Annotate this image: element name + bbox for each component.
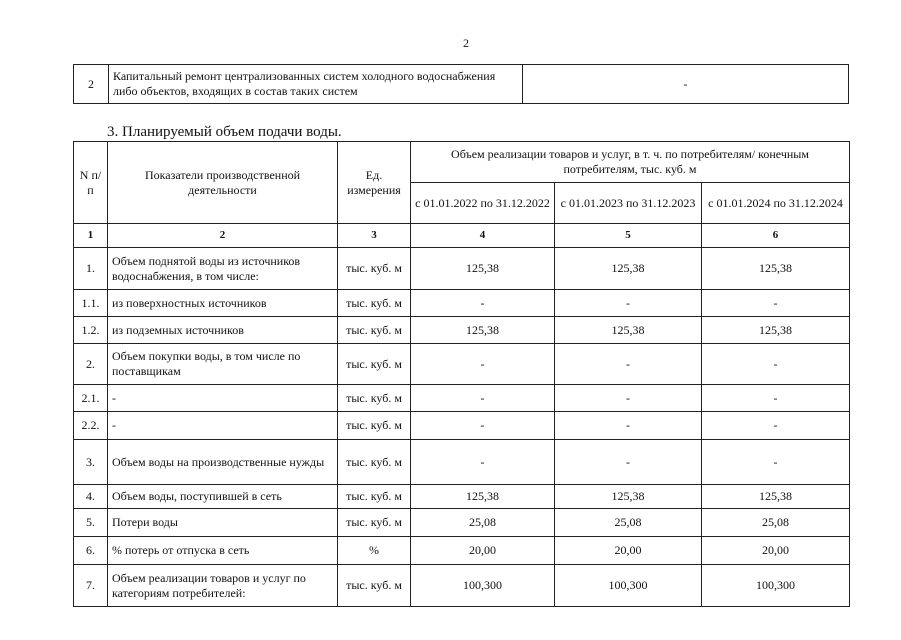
- row-unit: тыс. куб. м: [338, 344, 411, 385]
- row-unit: тыс. куб. м: [338, 248, 411, 290]
- table-row: [74, 537, 850, 565]
- row-description: Капитальный ремонт централизованных систем холодного водоснабжения либо объектов, входящих в состав таких систем: [109, 65, 523, 104]
- value-2024: -: [702, 344, 850, 385]
- row-unit: тыс. куб. м: [338, 485, 411, 509]
- index-cell: 6: [702, 224, 850, 248]
- row-unit: тыс. куб. м: [338, 317, 411, 344]
- row-number: 2.1.: [74, 385, 108, 412]
- row-indicator: Объем воды, поступившей в сеть: [108, 485, 338, 509]
- row-number: 3.: [74, 440, 108, 485]
- row-unit: тыс. куб. м: [338, 290, 411, 317]
- value-2023: 20,00: [555, 537, 702, 565]
- value-2023: -: [555, 385, 702, 412]
- index-cell: 1: [74, 224, 108, 248]
- table-row: [74, 485, 850, 509]
- table-row: [74, 344, 850, 385]
- value-2022: 125,38: [411, 248, 555, 290]
- value-2023: 25,08: [555, 509, 702, 537]
- period-2024: с 01.01.2024 по 31.12.2024: [702, 183, 850, 224]
- row-indicator: Объем воды на производственные нужды: [108, 440, 338, 485]
- table-row: [74, 290, 850, 317]
- value-2023: -: [555, 290, 702, 317]
- row-number: 4.: [74, 485, 108, 509]
- table-row: [74, 317, 850, 344]
- value-2022: 100,300: [411, 565, 555, 607]
- row-unit: тыс. куб. м: [338, 509, 411, 537]
- table-row: [74, 440, 850, 485]
- row-indicator: % потерь от отпуска в сеть: [108, 537, 338, 565]
- value-2022: -: [411, 412, 555, 440]
- value-2022: -: [411, 344, 555, 385]
- row-unit: тыс. куб. м: [338, 385, 411, 412]
- value-2024: 125,38: [702, 485, 850, 509]
- table-row: [74, 248, 850, 290]
- value-2022: -: [411, 440, 555, 485]
- index-cell: 3: [338, 224, 411, 248]
- value-2022: 20,00: [411, 537, 555, 565]
- table-row: [74, 565, 850, 607]
- value-2024: 125,38: [702, 248, 850, 290]
- value-2024: 100,300: [702, 565, 850, 607]
- page-number: 2: [463, 36, 469, 50]
- value-2023: 125,38: [555, 317, 702, 344]
- value-2023: 125,38: [555, 248, 702, 290]
- value-2022: 25,08: [411, 509, 555, 537]
- row-indicator: из поверхностных источников: [108, 290, 338, 317]
- value-2022: -: [411, 290, 555, 317]
- index-cell: 2: [108, 224, 338, 248]
- row-indicator: Объем поднятой воды из источников водоснабжения, в том числе:: [108, 248, 338, 290]
- value-2023: 100,300: [555, 565, 702, 607]
- value-2024: 125,38: [702, 317, 850, 344]
- header-unit: Ед. измерения: [338, 142, 411, 224]
- value-2024: 20,00: [702, 537, 850, 565]
- row-indicator: Объем покупки воды, в том числе по поставщикам: [108, 344, 338, 385]
- header-volume: Объем реализации товаров и услуг, в т. ч. по потребителям/ конечным потребителям, тыс. куб. м: [411, 142, 850, 183]
- value-2023: -: [555, 344, 702, 385]
- value-2024: -: [702, 440, 850, 485]
- row-indicator: из подземных источников: [108, 317, 338, 344]
- row-number: 1.2.: [74, 317, 108, 344]
- row-number: 7.: [74, 565, 108, 607]
- row-indicator: -: [108, 385, 338, 412]
- value-2023: -: [555, 412, 702, 440]
- index-cell: 4: [411, 224, 555, 248]
- value-2023: -: [555, 440, 702, 485]
- row-indicator: Потери воды: [108, 509, 338, 537]
- row-unit: тыс. куб. м: [338, 412, 411, 440]
- value-2024: -: [702, 412, 850, 440]
- value-2022: 125,38: [411, 317, 555, 344]
- table-row: [74, 509, 850, 537]
- row-unit: тыс. куб. м: [338, 440, 411, 485]
- row-value: -: [523, 65, 849, 104]
- top-table: [73, 64, 849, 104]
- row-number: 5.: [74, 509, 108, 537]
- row-number: 1.1.: [74, 290, 108, 317]
- index-cell: 5: [555, 224, 702, 248]
- value-2022: -: [411, 385, 555, 412]
- row-number: 6.: [74, 537, 108, 565]
- period-2023: с 01.01.2023 по 31.12.2023: [555, 183, 702, 224]
- value-2023: 125,38: [555, 485, 702, 509]
- header-indicators: Показатели производственной деятельности: [108, 142, 338, 224]
- header-num: N п/п: [74, 142, 108, 224]
- table-row: [74, 65, 849, 104]
- table-row: [74, 412, 850, 440]
- header-row: [74, 142, 850, 183]
- value-2024: -: [702, 290, 850, 317]
- value-2024: -: [702, 385, 850, 412]
- value-2024: 25,08: [702, 509, 850, 537]
- row-number: 2.2.: [74, 412, 108, 440]
- table-body: [74, 248, 850, 607]
- period-2022: с 01.01.2022 по 31.12.2022: [411, 183, 555, 224]
- table-row: [74, 385, 850, 412]
- row-indicator: -: [108, 412, 338, 440]
- index-row: [74, 224, 850, 248]
- water-supply-table: [73, 141, 850, 607]
- row-unit: тыс. куб. м: [338, 565, 411, 607]
- row-number: 2: [74, 65, 109, 104]
- row-number: 1.: [74, 248, 108, 290]
- row-number: 2.: [74, 344, 108, 385]
- section-title: 3. Планируемый объем подачи воды.: [107, 124, 342, 140]
- row-indicator: Объем реализации товаров и услуг по категориям потребителей:: [108, 565, 338, 607]
- row-unit: %: [338, 537, 411, 565]
- value-2022: 125,38: [411, 485, 555, 509]
